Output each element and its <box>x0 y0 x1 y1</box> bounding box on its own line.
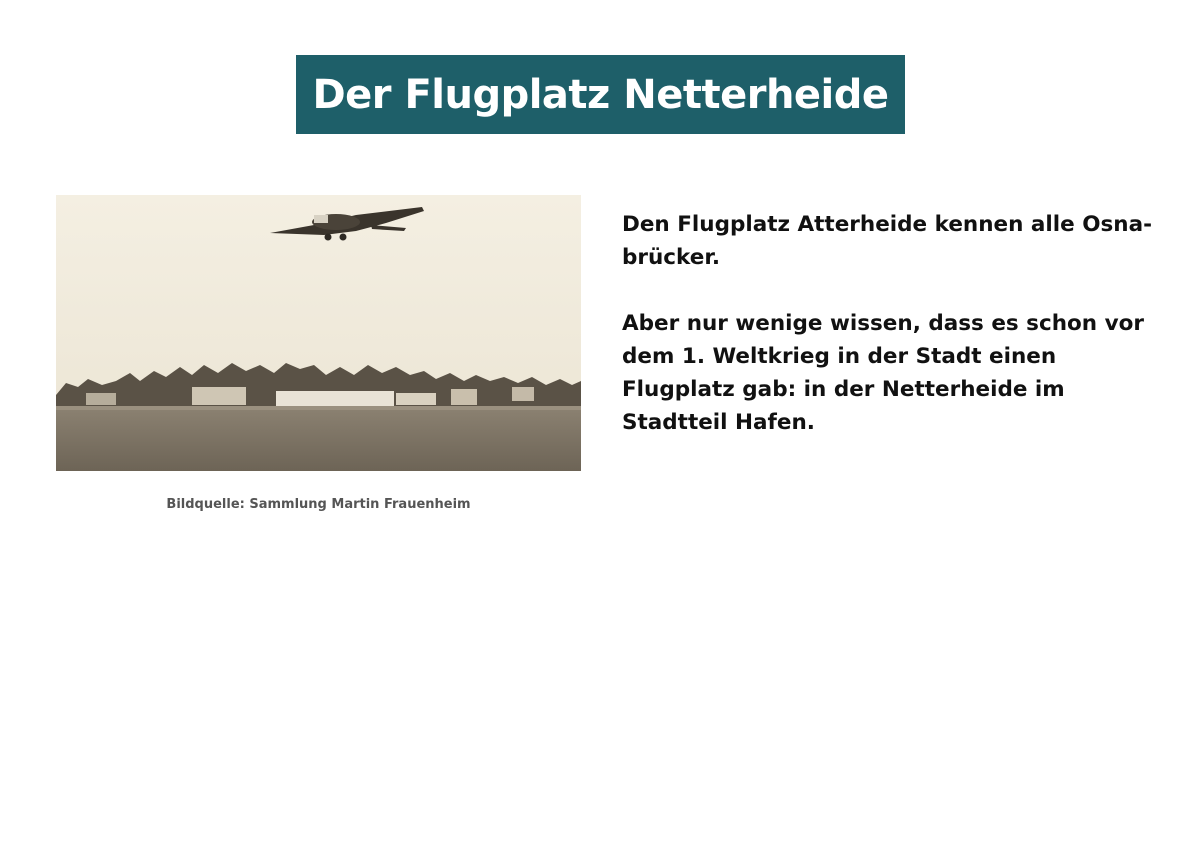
image-caption: Bildquelle: Sammlung Martin Frauenheim <box>166 497 471 512</box>
paragraph-intro: Den Flugplatz Atterheide kennen alle Osna-brücker. <box>622 212 1153 270</box>
body-text <box>622 208 1167 472</box>
historic-airfield-photo <box>56 195 581 471</box>
paragraph-history: Aber nur wenige wissen, dass es schon vor dem 1. Weltkrieg in der Stadt einen Flugplatz gab: in der Netterheide im Stadtteil Hafen. <box>622 311 1144 435</box>
title-banner <box>296 55 905 134</box>
page-title: Der Flugplatz Netterheide <box>312 71 889 118</box>
